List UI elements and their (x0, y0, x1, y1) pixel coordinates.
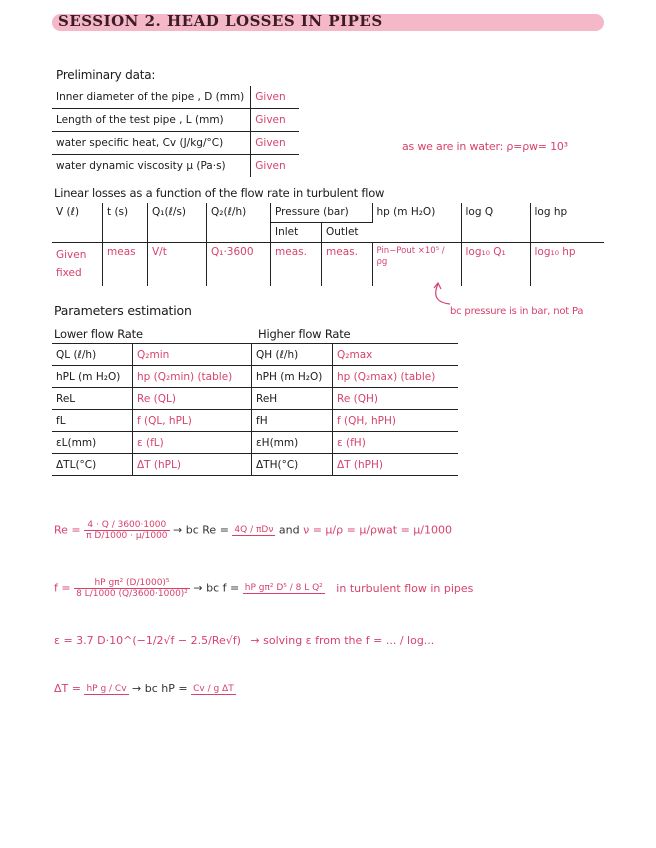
page-title: SESSION 2. HEAD LOSSES IN PIPES (58, 12, 383, 30)
cell-logq: log₁₀ Q₁ (461, 243, 530, 287)
prelim-label: Length of the test pipe , L (mm) (52, 109, 251, 132)
col-volume: V (ℓ) (52, 203, 103, 243)
cell-time: meas (103, 243, 148, 287)
param-key: fH (252, 410, 333, 432)
col-loghp: log hp (530, 203, 604, 243)
param-value: ΔT (hPL) (133, 454, 252, 476)
prelim-value: Given (251, 109, 300, 132)
col-q2: Q₂(ℓ/h) (207, 203, 271, 243)
cell-hp: Pin−Pout ×10⁵ / ρg (372, 243, 461, 287)
table-row (52, 366, 458, 388)
re-arrow: → bc Re = (173, 523, 229, 537)
table-row (52, 86, 299, 109)
param-value: f (QL, hPL) (133, 410, 252, 432)
param-value: ε (fL) (133, 432, 252, 454)
param-value: ΔT (hPH) (333, 454, 459, 476)
param-key: εH(mm) (252, 432, 333, 454)
param-key: hPH (m H₂O) (252, 366, 333, 388)
col-time: t (s) (103, 203, 148, 243)
equation-friction: f = $\frac{\text{hP gπ² (D/1000)⁵}}{\text{8 L/1000 (Q/3600·1000)²}}$ → bc f = hP gπ² D⁵ / 8 L Q² in turbulent flow in pipes (54, 578, 474, 599)
col-q1: Q₁(ℓ/s) (148, 203, 207, 243)
table-header-row (52, 203, 604, 223)
param-value: Re (QH) (333, 388, 459, 410)
table-row (52, 243, 604, 287)
params-heading: Parameters estimation (54, 303, 192, 318)
cell-q1: V/t (148, 243, 207, 287)
param-value: Q₂max (333, 344, 459, 366)
table-row (52, 109, 299, 132)
param-key: ReH (252, 388, 333, 410)
equation-roughness: ε = 3.7 D·10^(−1/2√f − 2.5/Re√f) → solving ε from the f = ... / log... (54, 634, 435, 647)
equation-reynolds: Re = $\frac{4 \cdot Q / 3600\cdot 1000}{\text{π D/1000 · μ/1000}}$ → bc Re = 4Q / πDν and ν = μ/ρ = μ/ρwat = μ/1000 (54, 520, 452, 541)
param-key: ReL (52, 388, 133, 410)
prelim-value: Given (251, 86, 300, 109)
linear-losses-table (52, 203, 604, 286)
table-row (52, 344, 458, 366)
table-row (52, 432, 458, 454)
param-key: QL (ℓ/h) (52, 344, 133, 366)
cell-volume: Given fixed (52, 243, 103, 287)
prelim-value: Given (251, 132, 300, 155)
col-outlet: Outlet (322, 223, 373, 243)
param-key: QH (ℓ/h) (252, 344, 333, 366)
cell-q2: Q₁·3600 (207, 243, 271, 287)
prelim-label: Inner diameter of the pipe , D (mm) (52, 86, 251, 109)
preliminary-table (52, 86, 299, 177)
param-value: hp (Q₂max) (table) (333, 366, 459, 388)
col-pressure: Pressure (bar) (271, 203, 373, 223)
higher-flow-title: Higher flow Rate (258, 327, 351, 341)
re-fraction: $\frac{4 \cdot Q / 3600\cdot 1000}{\text{π D/1000 · μ/1000}}$ (86, 520, 168, 541)
param-key: ΔTL(°C) (52, 454, 133, 476)
turbulent-note: in turbulent flow in pipes (336, 581, 474, 595)
equation-temperature: ΔT = hP g / Cv → bc hP = Cv / g ΔT (54, 682, 234, 695)
cell-inlet: meas. (271, 243, 322, 287)
param-key: εL(mm) (52, 432, 133, 454)
table-row (52, 410, 458, 432)
preliminary-heading: Preliminary data: (56, 68, 156, 82)
col-logq: log Q (461, 203, 530, 243)
param-key: hPL (m H₂O) (52, 366, 133, 388)
table-row (52, 155, 299, 178)
nu-def: ν = μ/ρ = μ/ρwat = μ/1000 (303, 523, 452, 537)
table-row (52, 388, 458, 410)
pressure-unit-note: bc pressure is in bar, not Pa (450, 306, 584, 317)
f-fraction: $\frac{\text{hP gπ² (D/1000)⁵}}{\text{8 L/1000 (Q/3600·1000)²}}$ (76, 578, 188, 599)
re-lhs: Re = (54, 523, 81, 537)
param-value: Re (QL) (133, 388, 252, 410)
lower-flow-title: Lower flow Rate (54, 327, 143, 341)
param-value: Q₂min (133, 344, 252, 366)
param-key: ΔTH(°C) (252, 454, 333, 476)
parameters-table (52, 343, 458, 476)
water-density-note: as we are in water: ρ=ρw= 10³ (402, 140, 568, 153)
param-value: hp (Q₂min) (table) (133, 366, 252, 388)
param-value: f (QH, hPH) (333, 410, 459, 432)
table-row (52, 454, 458, 476)
col-inlet: Inlet (271, 223, 322, 243)
cell-outlet: meas. (322, 243, 373, 287)
table-row (52, 132, 299, 155)
col-hp: hp (m H₂O) (372, 203, 461, 243)
param-key: fL (52, 410, 133, 432)
prelim-label: water dynamic viscosity μ (Pa·s) (52, 155, 251, 178)
param-value: ε (fH) (333, 432, 459, 454)
prelim-value: Given (255, 160, 286, 172)
cell-loghp: log₁₀ hp (534, 246, 576, 258)
prelim-label: water specific heat, Cv (J/kg/°C) (52, 132, 251, 155)
linear-heading: Linear losses as a function of the flow rate in turbulent flow (54, 186, 385, 200)
